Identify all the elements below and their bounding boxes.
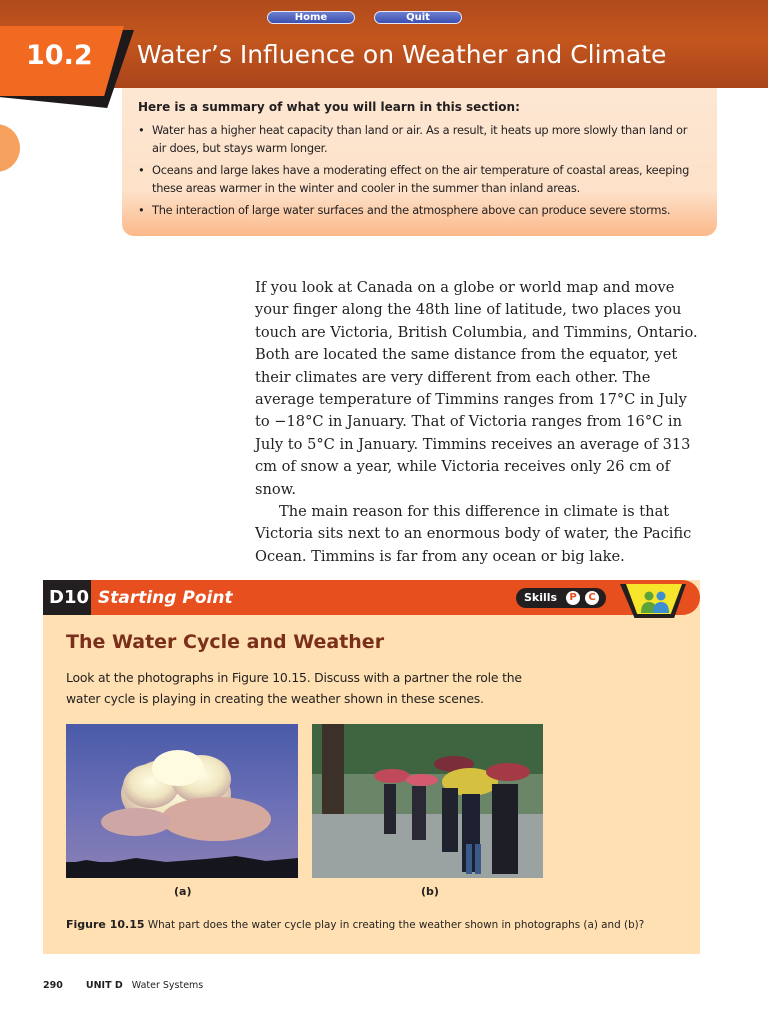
figure-caption [66, 918, 686, 931]
summary-item: • Water has a higher heat capacity than land or air. As a result, it heats up more slowly than land or air does, but stays warm longer. [136, 121, 702, 157]
section-number: 10.2 [26, 40, 93, 71]
side-tab-dot [0, 124, 20, 172]
summary-list [136, 121, 702, 223]
figure-label: Figure 10.15 [66, 918, 145, 931]
unit-label: UNIT D [85, 980, 123, 991]
skills-badge [516, 588, 606, 608]
photo-storm-cloud [66, 724, 298, 878]
skill-p-icon: P [566, 591, 580, 605]
home-button[interactable]: Home [267, 11, 355, 24]
skill-c-icon: C [585, 591, 599, 605]
figure-caption-text: What part does the water cycle play in creating the weather shown in photographs (a) and (b)? [147, 919, 645, 931]
people-group-icon [638, 589, 672, 615]
page-number: 290 [43, 980, 63, 991]
photo-umbrellas-rain [312, 724, 543, 878]
summary-item: • The interaction of large water surfaces and the atmosphere above can produce severe storms. [136, 201, 702, 219]
body-paragraph: If you look at Canada on a globe or world map and move your finger along the 48th line of latitude, two places you touch are Victoria, British Columbia, and Timmins, Ontario. Both are located the same distance from the equator, yet their climates are very different from each other. The average temperature of Timmins ranges from 17°C in July to −18°C in January. That of Victoria ranges from 16°C in July to 5°C in January. Timmins receives an average of 313 cm of snow a year, while Victoria receives only 26 cm of snow. [255, 279, 698, 498]
section-title: Water’s Influence on Weather and Climate [137, 40, 667, 69]
body-text [255, 277, 705, 568]
activity-title: The Water Cycle and Weather [66, 631, 385, 653]
page-footer [43, 980, 203, 991]
activity-text: Look at the photographs in Figure 10.15. Discuss with a partner the role the water cycle is playing in creating the weather shown in these scenes. [66, 670, 522, 706]
summary-box [122, 88, 717, 236]
photo-a-label: (a) [174, 885, 192, 898]
summary-heading: Here is a summary of what you will learn in this section: [138, 100, 520, 114]
activity-label: Starting Point [98, 588, 233, 608]
unit-title: Water Systems [131, 980, 204, 991]
photo-b-label: (b) [421, 885, 439, 898]
activity-code: D10 [49, 587, 89, 608]
summary-item: • Oceans and large lakes have a moderating effect on the air temperature of coastal areas, keeping these areas warmer in the winter and cooler in the summer than inland areas. [136, 161, 702, 197]
skills-label: Skills [524, 591, 558, 604]
quit-button[interactable]: Quit [374, 11, 462, 24]
body-paragraph: The main reason for this difference in climate is that Victoria sits next to an enormous body of water, the Pacific Ocean. Timmins is far from any ocean or big lake. [255, 503, 692, 565]
